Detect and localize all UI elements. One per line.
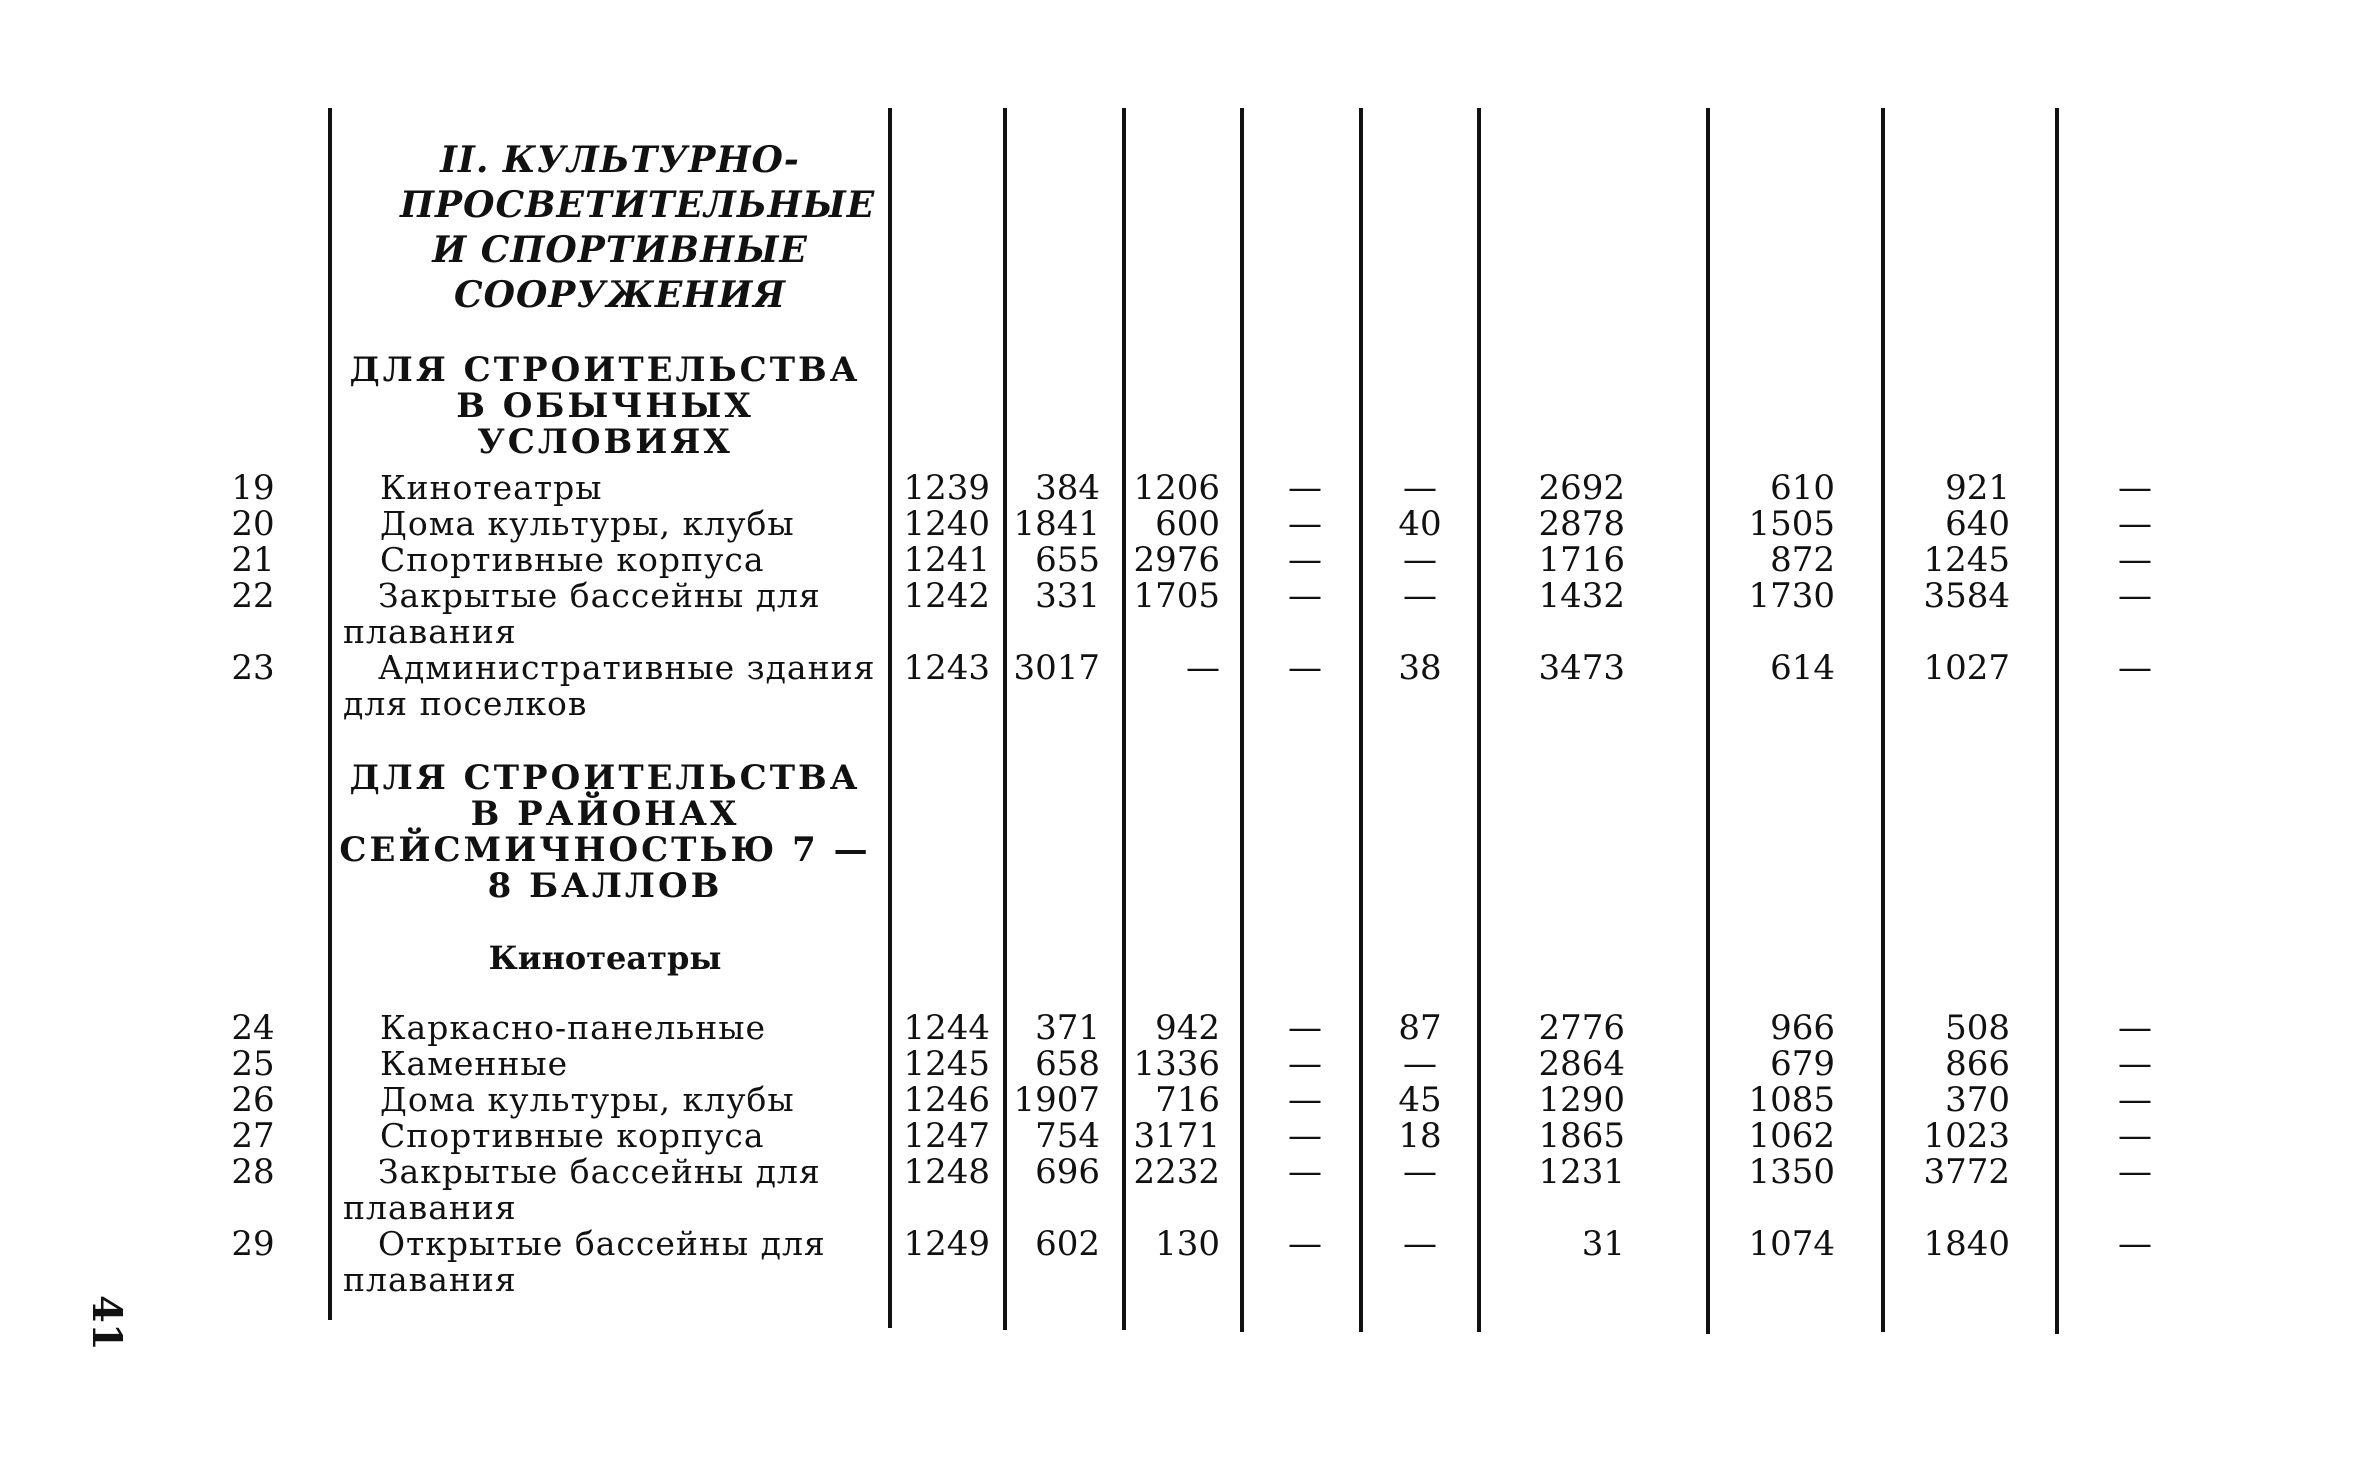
table-row xyxy=(0,1082,2363,1118)
cell-c4: — xyxy=(1288,540,1322,580)
cell-c5: — xyxy=(1403,576,1437,616)
cell-c9: — xyxy=(2118,1152,2152,1192)
row-name: Спортивные корпуса xyxy=(380,540,765,579)
cell-c8: 370 xyxy=(1945,1080,2010,1120)
table-row xyxy=(0,542,2363,578)
cell-c5: 40 xyxy=(1398,504,1442,544)
cell-c3: 2232 xyxy=(1133,1152,1220,1192)
cell-c4: — xyxy=(1288,648,1322,688)
cell-c8: 3584 xyxy=(1923,576,2010,616)
row-number: 28 xyxy=(231,1152,275,1192)
cell-c8: 640 xyxy=(1945,504,2010,544)
row-name: Кинотеатры xyxy=(380,468,603,507)
row-name: Каркасно-панельные xyxy=(380,1008,767,1047)
cell-c4: — xyxy=(1288,1224,1322,1264)
row-name: Закрытые бассейны для плавания xyxy=(343,576,833,651)
cell-c8: 1245 xyxy=(1923,540,2010,580)
cell-c3: — xyxy=(1186,648,1220,688)
cell-c5: — xyxy=(1403,468,1437,508)
cell-c9: — xyxy=(2118,1080,2152,1120)
cell-c8: 1023 xyxy=(1923,1116,2010,1156)
cell-c1: 1241 xyxy=(903,540,990,580)
row-number: 27 xyxy=(231,1116,275,1156)
cell-c1: 1242 xyxy=(903,576,990,616)
table-row xyxy=(0,1154,2363,1226)
cell-c7: 1074 xyxy=(1748,1224,1835,1264)
cell-c4: — xyxy=(1288,504,1322,544)
table-row xyxy=(0,1046,2363,1082)
row-name: Открытые бассейны для плавания xyxy=(343,1224,838,1299)
cell-c2: 1841 xyxy=(1013,504,1100,544)
cell-c1: 1245 xyxy=(903,1044,990,1084)
row-number: 20 xyxy=(231,504,275,544)
cell-c4: — xyxy=(1288,468,1322,508)
row-number: 26 xyxy=(231,1080,275,1120)
row-number: 21 xyxy=(231,540,275,580)
cell-c4: — xyxy=(1288,1008,1322,1048)
table-row xyxy=(0,1010,2363,1046)
cell-c6: 31 xyxy=(1581,1224,1625,1264)
cell-c1: 1239 xyxy=(903,468,990,508)
cell-c8: 508 xyxy=(1945,1008,2010,1048)
cell-c3: 2976 xyxy=(1133,540,1220,580)
cell-c2: 602 xyxy=(1035,1224,1100,1264)
row-name: Закрытые бассейны для плавания xyxy=(343,1152,833,1227)
cell-c7: 679 xyxy=(1770,1044,1835,1084)
cell-c2: 655 xyxy=(1035,540,1100,580)
table-row xyxy=(0,650,2363,722)
cell-c1: 1246 xyxy=(903,1080,990,1120)
cell-c1: 1247 xyxy=(903,1116,990,1156)
cell-c6: 1290 xyxy=(1538,1080,1625,1120)
cell-c3: 3171 xyxy=(1133,1116,1220,1156)
table-row xyxy=(0,1118,2363,1154)
cell-c3: 600 xyxy=(1155,504,1220,544)
cell-c8: 1840 xyxy=(1923,1224,2010,1264)
cell-c5: — xyxy=(1403,540,1437,580)
cell-c5: 18 xyxy=(1398,1116,1442,1156)
row-name: Каменные xyxy=(380,1044,569,1083)
cell-c2: 754 xyxy=(1035,1116,1100,1156)
row-number: 24 xyxy=(231,1008,275,1048)
cell-c5: — xyxy=(1403,1224,1437,1264)
cell-c2: 371 xyxy=(1035,1008,1100,1048)
cell-c3: 1336 xyxy=(1133,1044,1220,1084)
cell-c6: 1865 xyxy=(1538,1116,1625,1156)
table-row xyxy=(0,470,2363,506)
cell-c6: 1231 xyxy=(1538,1152,1625,1192)
cell-c6: 2864 xyxy=(1538,1044,1625,1084)
cell-c3: 1206 xyxy=(1133,468,1220,508)
cell-c4: — xyxy=(1288,1080,1322,1120)
row-number: 29 xyxy=(231,1224,275,1264)
row-number: 19 xyxy=(231,468,275,508)
cell-c1: 1240 xyxy=(903,504,990,544)
cell-c6: 3473 xyxy=(1538,648,1625,688)
cell-c9: — xyxy=(2118,1008,2152,1048)
cell-c2: 1907 xyxy=(1013,1080,1100,1120)
cell-c4: — xyxy=(1288,576,1322,616)
row-name: Административные здания для поселков xyxy=(343,648,887,723)
cell-c8: 1027 xyxy=(1923,648,2010,688)
cell-c6: 2878 xyxy=(1538,504,1625,544)
cell-c5: 45 xyxy=(1398,1080,1442,1120)
cell-c9: — xyxy=(2118,1224,2152,1264)
cell-c1: 1249 xyxy=(903,1224,990,1264)
cell-c7: 966 xyxy=(1770,1008,1835,1048)
group-title-normal-conditions: ДЛЯ СТРОИТЕЛЬСТВА В ОБЫЧНЫХ УСЛОВИЯХ xyxy=(349,350,861,462)
cell-c9: — xyxy=(2118,576,2152,616)
cell-c9: — xyxy=(2118,648,2152,688)
cell-c2: 384 xyxy=(1035,468,1100,508)
cell-c7: 1505 xyxy=(1748,504,1835,544)
cell-c8: 3772 xyxy=(1923,1152,2010,1192)
cell-c5: — xyxy=(1403,1044,1437,1084)
group-title-seismic-regions: ДЛЯ СТРОИТЕЛЬСТВА В РАЙОНАХ СЕЙСМИЧНОСТЬЮ 7 — 8 БАЛЛОВ xyxy=(339,758,871,906)
cell-c2: 331 xyxy=(1035,576,1100,616)
row-name: Дома культуры, клубы xyxy=(380,1080,795,1119)
cell-c9: — xyxy=(2118,468,2152,508)
cell-c2: 658 xyxy=(1035,1044,1100,1084)
cell-c9: — xyxy=(2118,1116,2152,1156)
cell-c7: 872 xyxy=(1770,540,1835,580)
cell-c6: 1716 xyxy=(1538,540,1625,580)
row-name: Дома культуры, клубы xyxy=(380,504,795,543)
cell-c7: 1062 xyxy=(1748,1116,1835,1156)
group-subtitle-cinemas: Кинотеатры xyxy=(488,939,722,977)
table-row xyxy=(0,506,2363,542)
cell-c1: 1248 xyxy=(903,1152,990,1192)
cell-c1: 1244 xyxy=(903,1008,990,1048)
cell-c5: 38 xyxy=(1398,648,1442,688)
cell-c7: 1350 xyxy=(1748,1152,1835,1192)
cell-c7: 614 xyxy=(1770,648,1835,688)
cell-c5: 87 xyxy=(1398,1008,1442,1048)
row-number: 25 xyxy=(231,1044,275,1084)
cell-c8: 866 xyxy=(1945,1044,2010,1084)
cell-c4: — xyxy=(1288,1044,1322,1084)
cell-c4: — xyxy=(1288,1152,1322,1192)
cell-c8: 921 xyxy=(1945,468,2010,508)
cell-c2: 3017 xyxy=(1013,648,1100,688)
cell-c4: — xyxy=(1288,1116,1322,1156)
cell-c6: 2692 xyxy=(1538,468,1625,508)
cell-c7: 1085 xyxy=(1748,1080,1835,1120)
cell-c9: — xyxy=(2118,1044,2152,1084)
row-number: 22 xyxy=(231,576,275,616)
cell-c6: 1432 xyxy=(1538,576,1625,616)
page-number: 41 xyxy=(83,1295,130,1351)
cell-c2: 696 xyxy=(1035,1152,1100,1192)
cell-c9: — xyxy=(2118,504,2152,544)
cell-c3: 1705 xyxy=(1133,576,1220,616)
cell-c5: — xyxy=(1403,1152,1437,1192)
cell-c3: 942 xyxy=(1155,1008,1220,1048)
cell-c6: 2776 xyxy=(1538,1008,1625,1048)
cell-c1: 1243 xyxy=(903,648,990,688)
table-row xyxy=(0,1226,2363,1298)
cell-c7: 1730 xyxy=(1748,576,1835,616)
cell-c3: 130 xyxy=(1155,1224,1220,1264)
cell-c9: — xyxy=(2118,540,2152,580)
cell-c7: 610 xyxy=(1770,468,1835,508)
section-title: II. КУЛЬТУРНО-ПРОСВЕТИТЕЛЬНЫЕ И СПОРТИВНЫЕ СООРУЖЕНИЯ xyxy=(400,139,876,316)
table-row xyxy=(0,578,2363,650)
row-name: Спортивные корпуса xyxy=(380,1116,765,1155)
cell-c3: 716 xyxy=(1155,1080,1220,1120)
row-number: 23 xyxy=(231,648,275,688)
